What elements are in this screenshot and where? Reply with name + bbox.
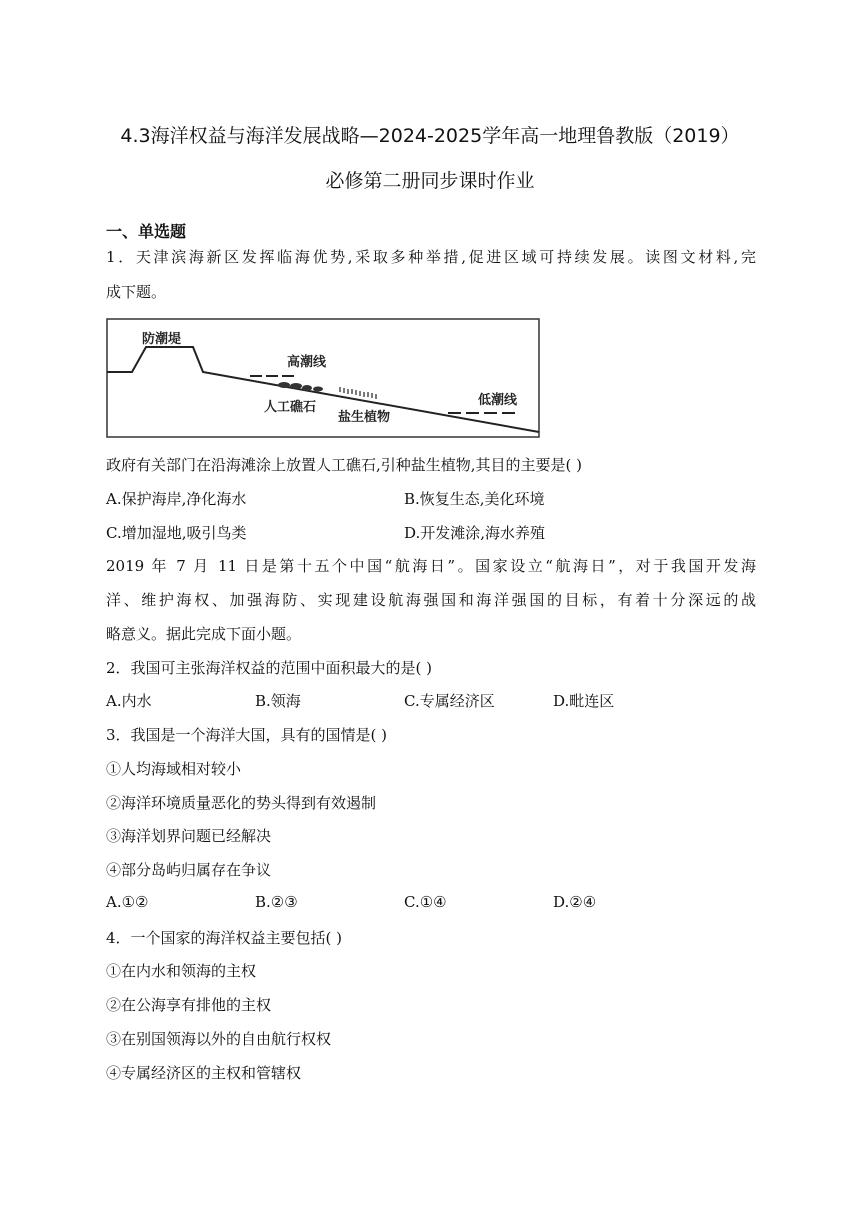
q2-option-d: D.毗连区 xyxy=(553,692,615,710)
q3-item-2: ②海洋环境质量恶化的势头得到有效遏制 xyxy=(106,794,377,812)
label-artificial-reef: 人工礁石 xyxy=(264,400,317,415)
q2-stem: 2．我国可主张海洋权益的范围中面积最大的是( ) xyxy=(106,659,433,677)
q2-option-c: C.专属经济区 xyxy=(404,692,495,710)
document-title-line-1: 4.3海洋权益与海洋发展战略—2024-2025学年高一地理鲁教版（2019） xyxy=(120,125,740,147)
q3-option-c: C.①④ xyxy=(404,893,447,911)
passage-line-2: 洋、维护海权、加强海防、实现建设航海强国和海洋强国的目标，有着十分深远的战 xyxy=(106,591,756,609)
q1-question: 政府有关部门在沿海滩涂上放置人工礁石,引种盐生植物,其目的主要是( ) xyxy=(106,456,583,474)
q3-item-3: ③海洋划界问题已经解决 xyxy=(106,827,272,845)
q2-option-b: B.领海 xyxy=(255,692,301,710)
q1-stem-line-1: 1．天津滨海新区发挥临海优势,采取多种举措,促进区域可持续发展。读图文材料,完 xyxy=(106,248,756,266)
label-high-tide: 高潮线 xyxy=(287,355,327,370)
q4-item-3: ③在别国领海以外的自由航行权权 xyxy=(106,1030,332,1048)
document-title-line-2: 必修第二册同步课时作业 xyxy=(325,170,535,192)
q4-stem: 4．一个国家的海洋权益主要包括( ) xyxy=(106,929,343,947)
passage-line-3: 略意义。据此完成下面小题。 xyxy=(106,625,302,643)
q4-item-4: ④专属经济区的主权和管辖权 xyxy=(106,1064,302,1082)
q4-item-1: ①在内水和领海的主权 xyxy=(106,962,257,980)
q2-option-a: A.内水 xyxy=(106,692,152,710)
coastal-profile-figure xyxy=(106,318,540,438)
q1-option-a: A.保护海岸,净化海水 xyxy=(106,490,247,508)
q1-option-d: D.开发滩涂,海水养殖 xyxy=(404,524,546,542)
q3-item-4: ④部分岛屿归属存在争议 xyxy=(106,861,272,879)
q3-option-a: A.①② xyxy=(106,893,149,911)
label-low-tide: 低潮线 xyxy=(478,393,518,408)
q4-item-2: ②在公海享有排他的主权 xyxy=(106,996,272,1014)
q1-option-b: B.恢复生态,美化环境 xyxy=(404,490,545,508)
label-dike: 防潮堤 xyxy=(142,332,182,347)
q1-option-c: C.增加湿地,吸引鸟类 xyxy=(106,524,247,542)
q3-option-b: B.②③ xyxy=(255,893,298,911)
q3-stem: 3．我国是一个海洋大国，具有的国情是( ) xyxy=(106,726,388,744)
passage-line-1: 2019 年 7 月 11 日是第十五个中国“航海日”。国家设立“航海日”，对于我国开发海 xyxy=(106,557,756,575)
section-heading: 一、单选题 xyxy=(106,222,187,241)
q3-item-1: ①人均海域相对较小 xyxy=(106,760,242,778)
label-salt-plants: 盐生植物 xyxy=(338,410,391,425)
q3-option-d: D.②④ xyxy=(553,893,597,911)
q1-stem-line-2: 成下题。 xyxy=(106,283,167,301)
